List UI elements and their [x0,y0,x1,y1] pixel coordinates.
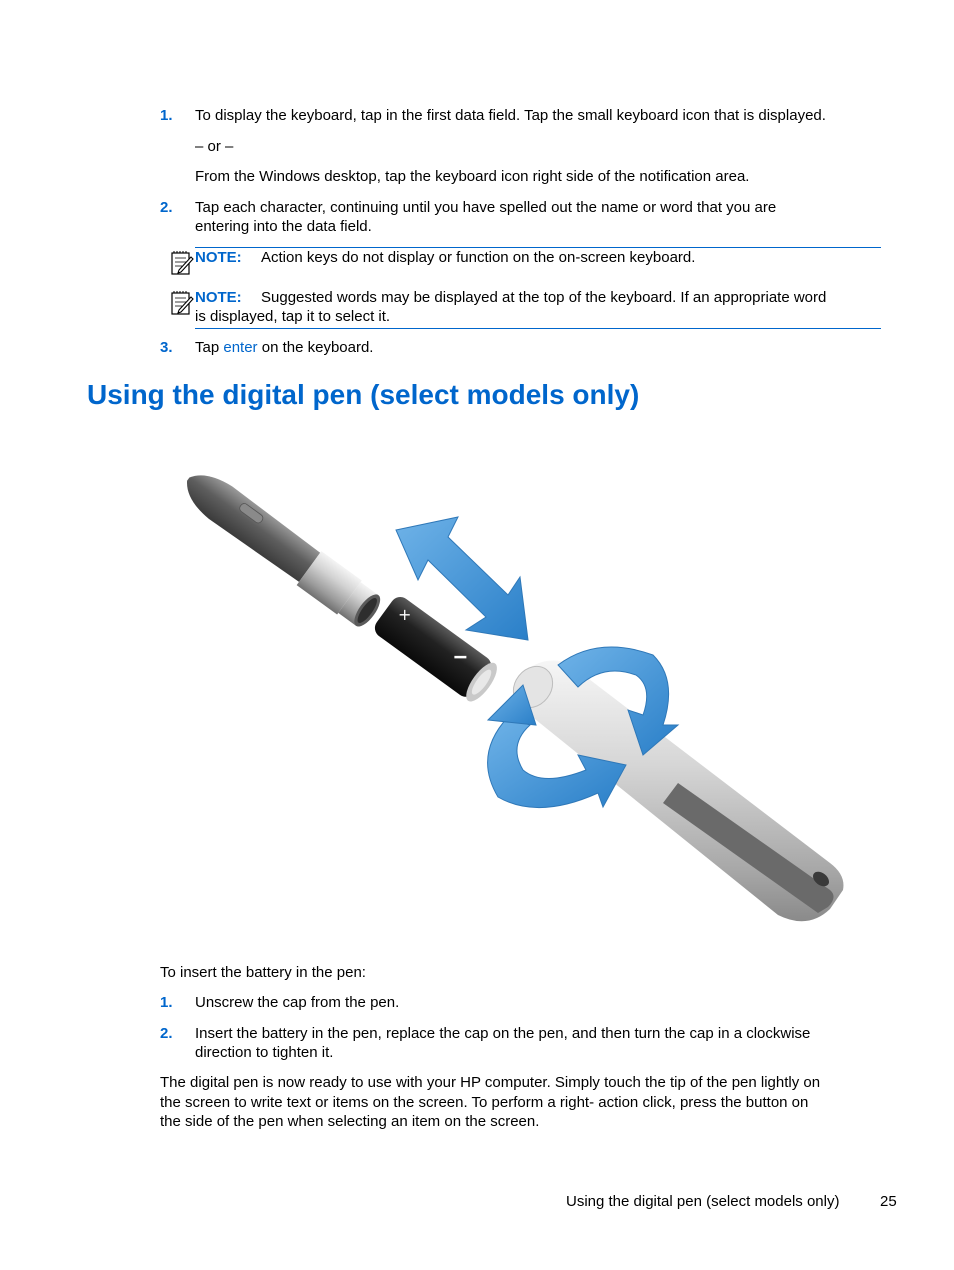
battery-intro: To insert the battery in the pen: [160,964,366,981]
step-text-pre: Tap [195,339,224,356]
desktop-instruction: From the Windows desktop, tap the keyboard icon right side of the notification area. [195,168,750,185]
enter-key-link[interactable]: enter [223,339,258,356]
footer-title: Using the digital pen (select models only) [566,1193,840,1210]
step-text: Tap each character, continuing until you have spelled out the name or word that you are [195,199,777,216]
svg-text:+: + [398,605,412,625]
page-number: 25 [880,1193,897,1210]
note-bottom-rule [195,328,881,329]
step-text-post: on the keyboard. [257,339,374,356]
note-icon [170,290,194,316]
note-label: NOTE: [195,249,242,266]
step-text [195,338,373,357]
step-text: Unscrew the cap from the pen. [195,994,400,1011]
note-text: Suggested words may be displayed at the top of the keyboard. If an appropriate word [261,289,827,306]
closing-paragraph-line: The digital pen is now ready to use with your HP computer. Simply touch the tip of the pen lightly on [160,1074,821,1091]
step-text: Insert the battery in the pen, replace the cap on the pen, and then turn the cap in a clockwise [195,1025,811,1042]
pen-body [175,463,386,632]
pen-battery-illustration [158,425,898,955]
note-text-cont: is displayed, tap it to select it. [195,308,391,325]
step-text: To display the keyboard, tap in the first data field. Tap the small keyboard icon that is displayed. [195,107,826,124]
closing-paragraph-line: the side of the pen when selecting an item on the screen. [160,1113,540,1130]
section-heading: Using the digital pen (select models only) [87,379,640,410]
step-number: 1. [160,994,173,1011]
step-number: 2. [160,199,173,216]
or-separator: – or – [195,138,234,155]
step-number: 2. [160,1025,173,1042]
step-number: 1. [160,107,173,124]
step-text-cont: entering into the data field. [195,218,372,235]
step-number: 3. [160,339,173,356]
note-label: NOTE: [195,289,242,306]
note-icon [170,250,194,276]
step-text-cont: direction to tighten it. [195,1044,334,1061]
note-text: Action keys do not display or function on the on-screen keyboard. [261,249,696,266]
closing-paragraph-line: the screen to write text or items on the screen. To perform a right- action click, press the button on [160,1094,809,1111]
